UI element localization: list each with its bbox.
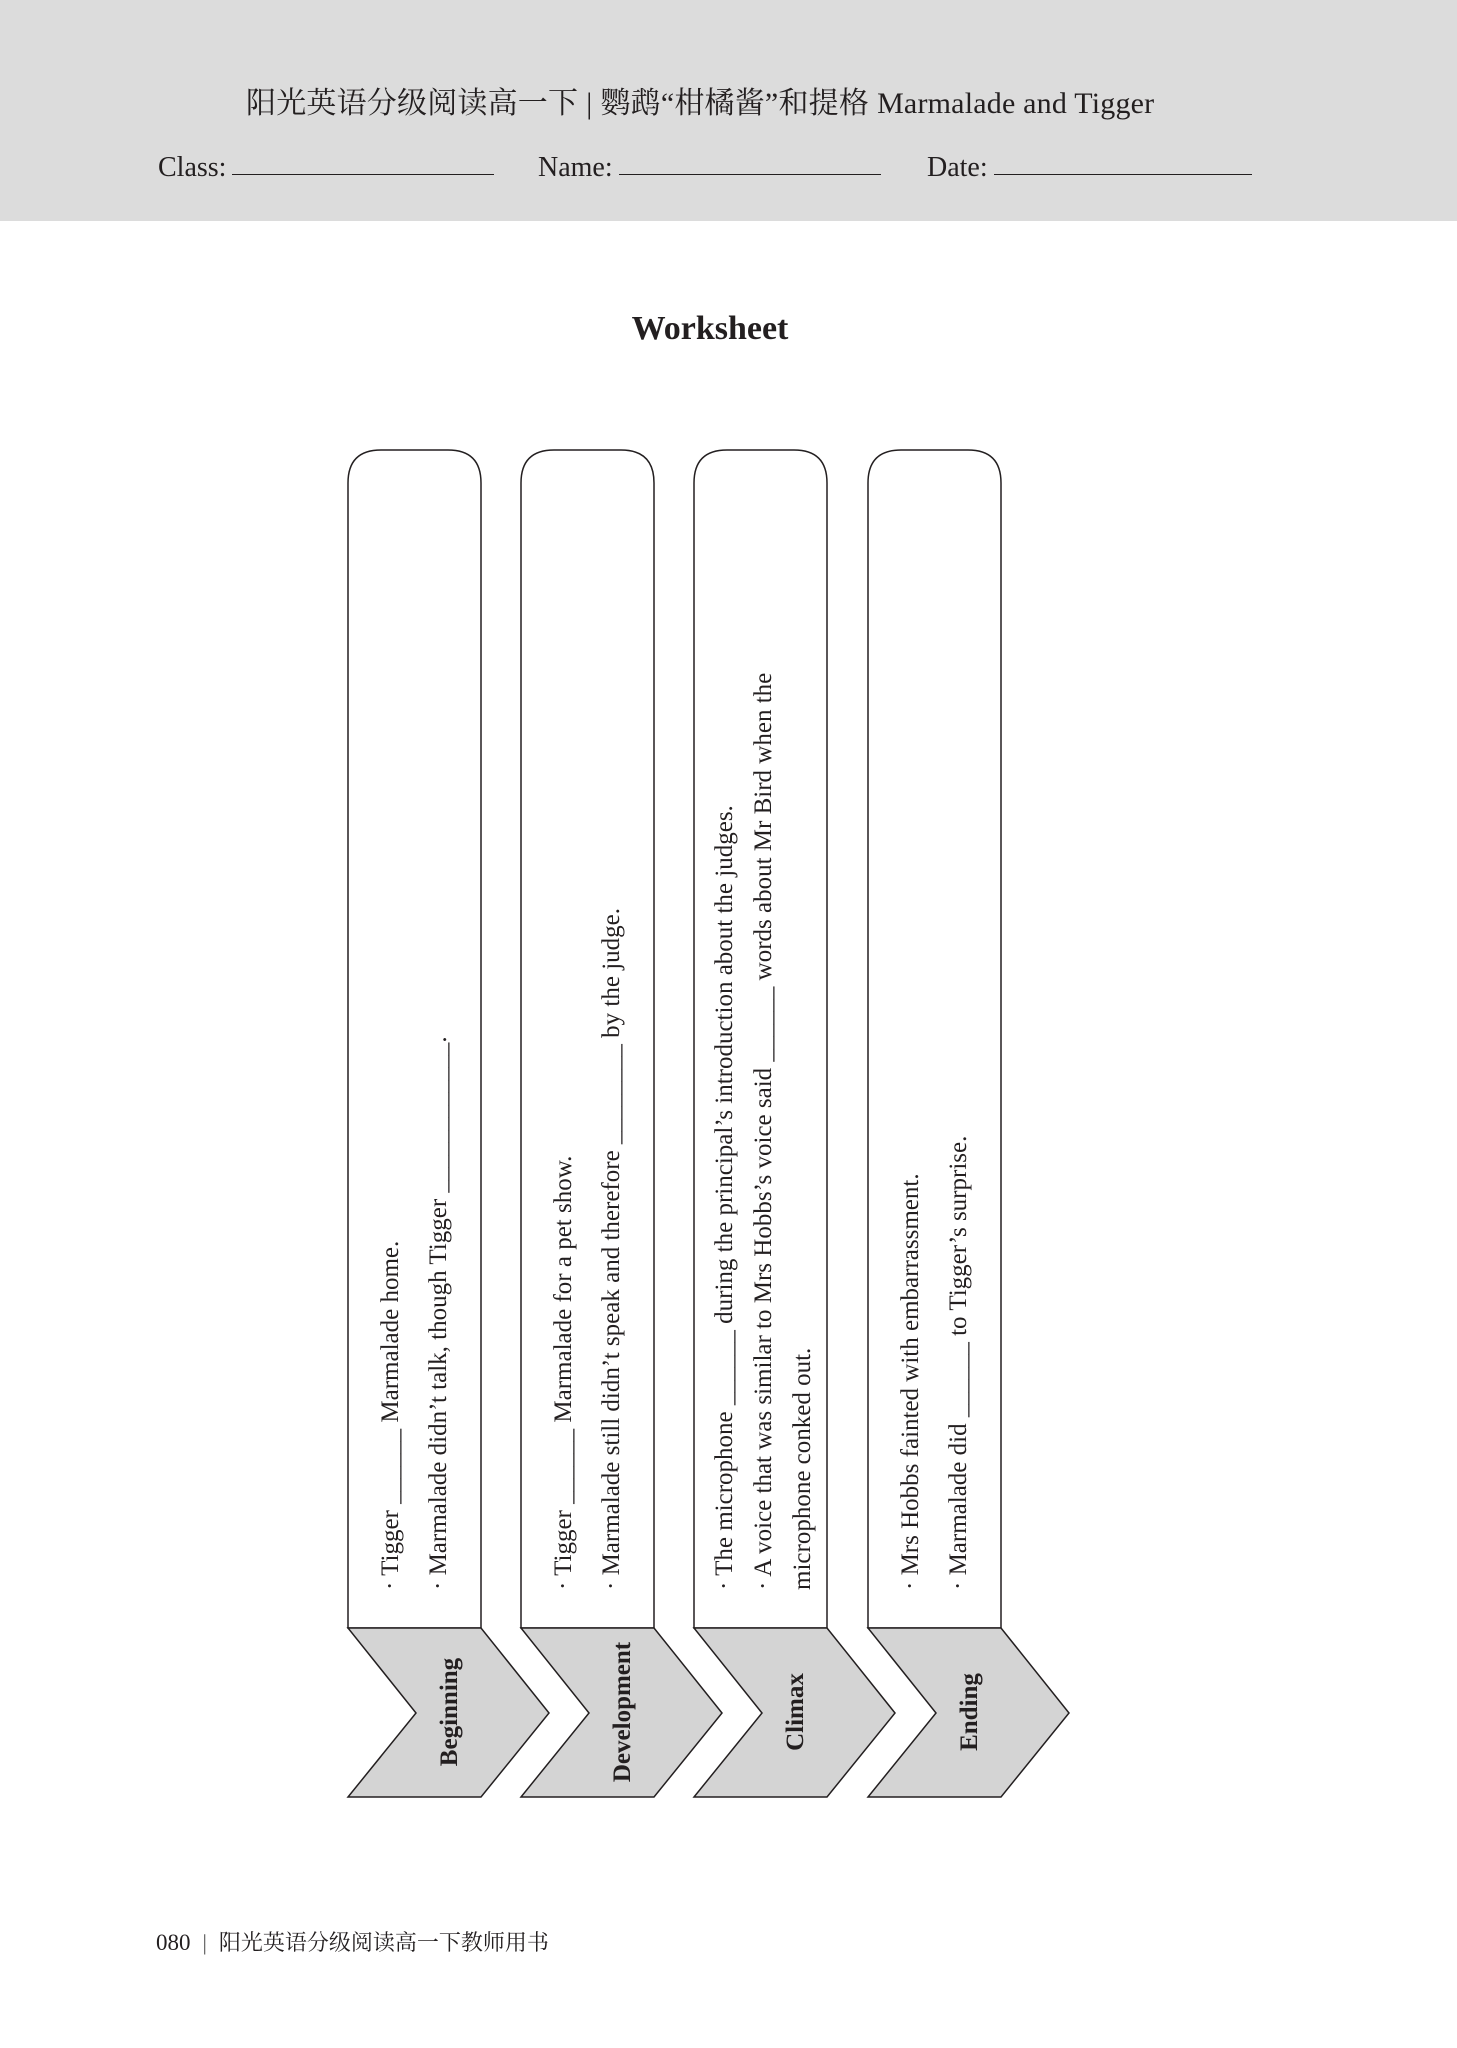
class-label: Class: xyxy=(158,152,227,183)
ending-line-1: · Mrs Hobbs fainted with embarrassment. xyxy=(897,1173,924,1590)
stage-label-beginning: Beginning xyxy=(436,1657,463,1767)
header-title-cn: 阳光英语分级阅读高一下 xyxy=(246,87,579,120)
stage-column-beginning xyxy=(348,450,481,1628)
page-footer xyxy=(156,1926,549,1957)
ending-line-2: · Marmalade did ______ to Tigger’s surprise. xyxy=(945,1135,972,1590)
climax-line-2: · A voice that was similar to Mrs Hobbs’s voice said ______ words about Mr Bird when the xyxy=(750,672,777,1590)
climax-line-3: microphone conked out. xyxy=(789,1347,816,1590)
stage-box-ending xyxy=(868,450,1069,1797)
date-label: Date: xyxy=(927,152,988,183)
footer-book-title: 阳光英语分级阅读高一下教师用书 xyxy=(218,1930,549,1955)
name-label: Name: xyxy=(538,152,613,183)
footer-separator: | xyxy=(202,1930,207,1955)
stage-column-ending xyxy=(868,450,1001,1628)
header-title-cn-2: 鹦鹉“柑橘酱”和提格 xyxy=(600,87,870,120)
development-line-2: · Marmalade still didn’t speak and therefore ________ by the judge. xyxy=(598,908,625,1590)
stage-label-climax: Climax xyxy=(782,1673,809,1751)
climax-line-1: · The microphone ______ during the principal’s introduction about the judges. xyxy=(711,805,738,1590)
page-number: 080 xyxy=(156,1930,191,1955)
beginning-line-1: · Tigger ______ Marmalade home. xyxy=(377,1240,404,1590)
stage-label-development: Development xyxy=(609,1641,636,1783)
worksheet-title: Worksheet xyxy=(631,310,789,347)
stage-column-development xyxy=(521,450,654,1628)
stage-label-ending: Ending xyxy=(956,1673,983,1751)
header-title-en: Marmalade and Tigger xyxy=(877,87,1155,120)
header-separator: | xyxy=(586,87,593,120)
beginning-line-2: · Marmalade didn’t talk, though Tigger ____________. xyxy=(425,1036,452,1590)
development-line-1: · Tigger ______ Marmalade for a pet show. xyxy=(550,1155,577,1590)
